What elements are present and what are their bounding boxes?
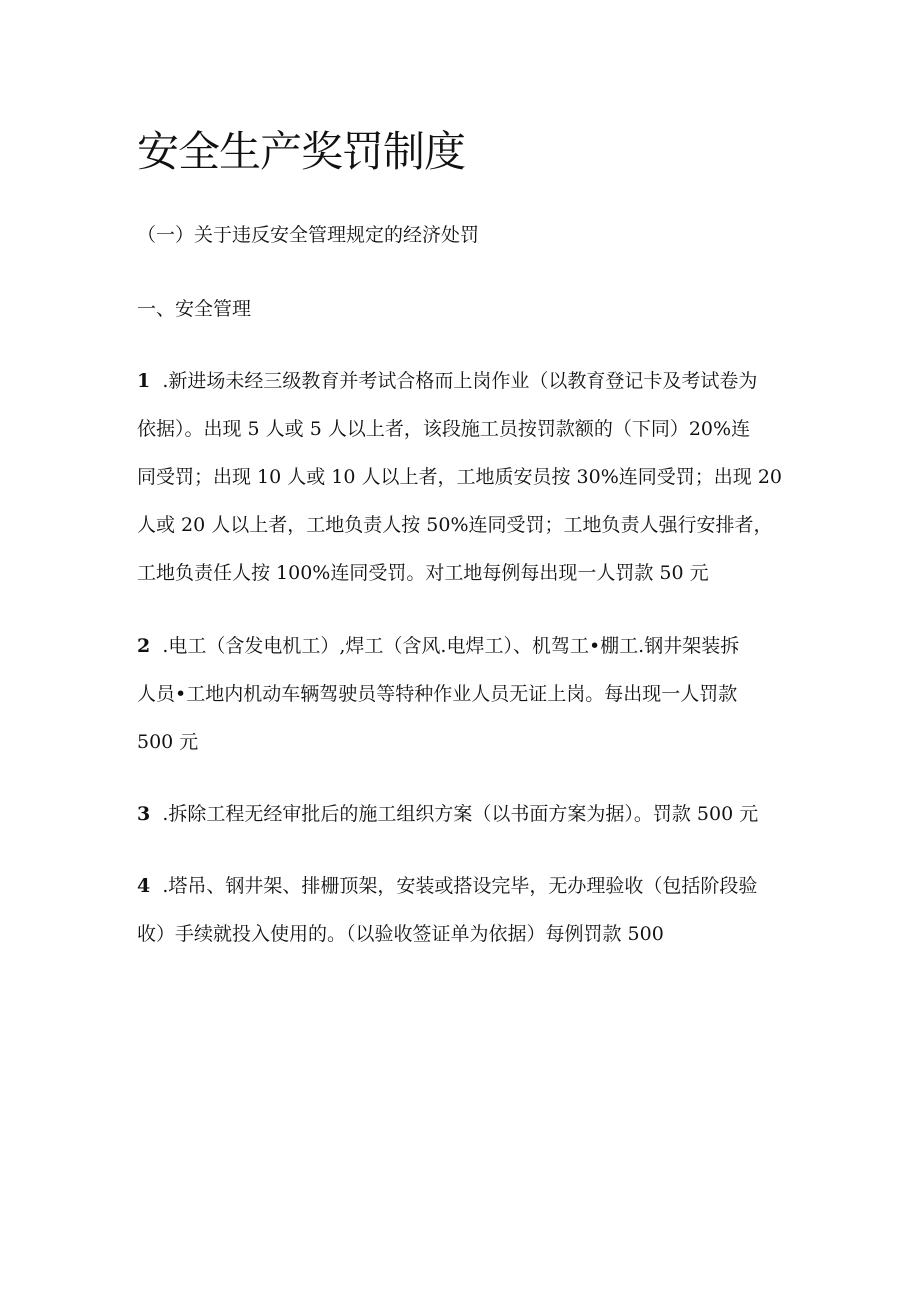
rule-line: 工地负责任人按 100%连同受罚。对工地每例每出现一人罚款 50 元 xyxy=(137,562,709,584)
rule-line xyxy=(137,357,797,405)
rule-line: 人或 20 人以上者，工地负责人按 50%连同受罚；工地负责人强行安排者， xyxy=(137,514,773,536)
document-subtitle: （一）关于违反安全管理规定的经济处罚 xyxy=(137,224,480,246)
rule-item-3 xyxy=(137,790,797,838)
rule-number: 2 xyxy=(137,635,151,657)
rule-item-1 xyxy=(137,357,797,597)
rule-text: .电工（含发电机工）,焊工（含风.电焊工）、机驾工•棚工.钢井架装拆 xyxy=(162,635,740,657)
rule-text: .塔吊、钢井架、排栅顶架，安装或搭设完毕，无办理验收（包括阶段验 xyxy=(162,875,758,897)
rule-line: 500 元 xyxy=(137,731,199,753)
rule-line xyxy=(137,622,797,670)
rule-text: .新进场未经三级教育并考试合格而上岗作业（以教育登记卡及考试卷为 xyxy=(162,370,758,392)
rule-item-4 xyxy=(137,862,797,958)
rule-line xyxy=(137,862,797,910)
rule-number: 1 xyxy=(137,370,151,392)
rule-text: .拆除工程无经审批后的施工组织方案（以书面方案为据）。罚款 500 元 xyxy=(162,803,759,825)
rule-line: 同受罚；出现 10 人或 10 人以上者，工地质安员按 30%连同受罚；出现 20 xyxy=(137,466,782,488)
rule-line xyxy=(137,790,797,838)
rule-item-2 xyxy=(137,622,797,766)
rule-line: 人员•工地内机动车辆驾驶员等特种作业人员无证上岗。每出现一人罚款 xyxy=(137,683,738,705)
document-title: 安全生产奖罚制度 xyxy=(137,127,466,176)
rule-number: 3 xyxy=(137,803,151,825)
rule-number: 4 xyxy=(137,875,151,897)
rule-line: 依据）。出现 5 人或 5 人以上者，该段施工员按罚款额的（下同）20%连 xyxy=(137,418,751,440)
rule-line: 收）手续就投入使用的。（以验收签证单为依据）每例罚款 500 xyxy=(137,923,664,945)
section-heading: 一、安全管理 xyxy=(137,298,252,320)
